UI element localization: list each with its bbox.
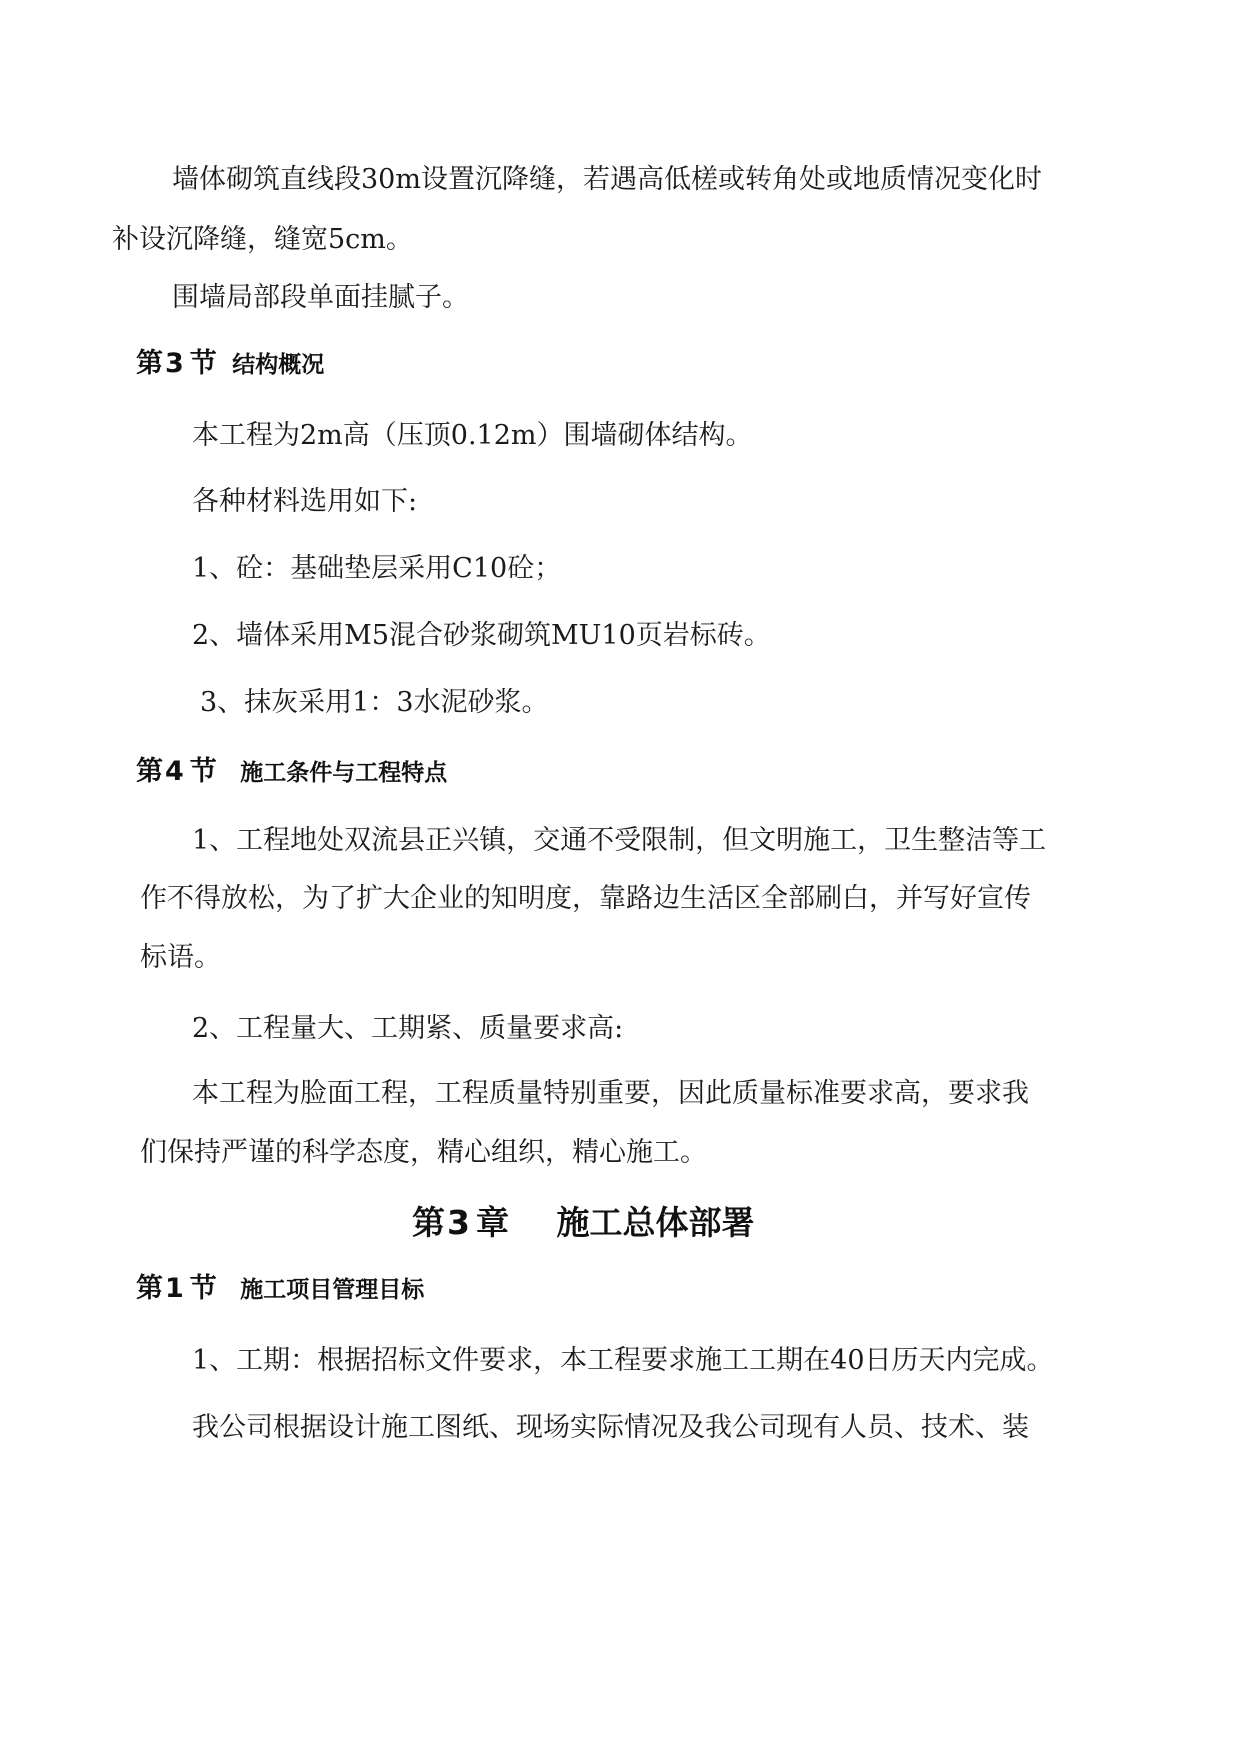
section-heading-conditions: 第4 节 施工条件与工程特点 xyxy=(136,756,448,787)
paragraph-location-cont2: 标语。 xyxy=(140,942,221,973)
paragraph-settlement-joint-cont: 补设沉降缝，缝宽5cm。 xyxy=(112,224,413,255)
paragraph-quality: 本工程为脸面工程，工程质量特别重要，因此质量标准要求高，要求我 xyxy=(192,1078,1029,1109)
paragraph-duration: 1、工期：根据招标文件要求，本工程要求施工工期在40日历天内完成。 xyxy=(192,1345,1054,1376)
list-item-concrete: 1、砼：基础垫层采用C10砼； xyxy=(192,553,562,584)
paragraph-materials-intro: 各种材料选用如下: xyxy=(192,486,418,517)
paragraph-location: 1、工程地处双流县正兴镇，交通不受限制，但文明施工，卫生整洁等工 xyxy=(192,825,1047,856)
paragraph-quality-cont: 们保持严谨的科学态度，精心组织，精心施工。 xyxy=(140,1137,707,1168)
list-item-plaster: 3、抹灰采用1：3水泥砂浆。 xyxy=(200,687,549,718)
list-item-wall: 2、墙体采用M5混合砂浆砌筑MU10页岩标砖。 xyxy=(192,620,771,651)
section-heading-management-goals: 第1 节 施工项目管理目标 xyxy=(136,1273,425,1304)
paragraph-location-cont1: 作不得放松，为了扩大企业的知明度，靠路边生活区全部刷白，并写好宣传 xyxy=(140,883,1031,914)
paragraph-company-plan: 我公司根据设计施工图纸、现场实际情况及我公司现有人员、技术、装 xyxy=(192,1412,1029,1443)
paragraph-putty: 围墙局部段单面挂腻子。 xyxy=(172,282,469,313)
paragraph-schedule-tight: 2、工程量大、工期紧、质量要求高: xyxy=(192,1013,624,1044)
section-heading-structure: 第3 节 结构概况 xyxy=(136,348,325,379)
paragraph-structure-desc: 本工程为2m高（压顶0.12m）围墙砌体结构。 xyxy=(192,420,753,451)
chapter-heading-deployment: 第3 章 施工总体部署 xyxy=(412,1203,755,1242)
paragraph-settlement-joint: 墙体砌筑直线段30m设置沉降缝，若遇高低槎或转角处或地质情况变化时 xyxy=(172,164,1042,195)
